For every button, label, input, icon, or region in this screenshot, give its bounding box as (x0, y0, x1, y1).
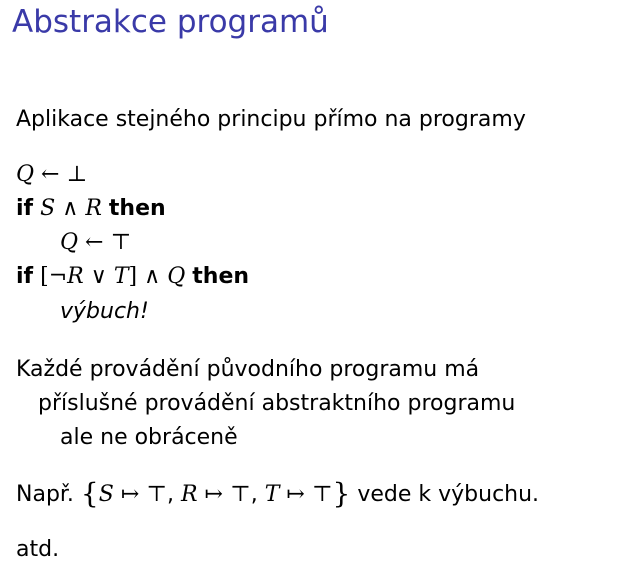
paragraph-line-2: příslušné provádění abstraktního programu (38, 391, 516, 416)
assign-arrow: ← (85, 230, 104, 255)
slide-title: Abstrakce programů (12, 4, 329, 40)
mapsto-symbol: ↦ (286, 482, 305, 507)
and-symbol: ∧ (144, 264, 161, 289)
var-r: R (180, 482, 198, 507)
var-s: S (40, 196, 56, 221)
comma: , (166, 482, 174, 507)
var-q: Q (60, 230, 79, 255)
var-s: S (98, 482, 114, 507)
example-prefix: Např. (16, 482, 74, 507)
top-symbol: ⊤ (146, 482, 167, 507)
top-symbol: ⊤ (229, 482, 251, 507)
keyword-then: then (108, 196, 166, 221)
etc-text: atd. (16, 537, 60, 562)
paragraph-line-3: ale ne obráceně (60, 425, 238, 450)
keyword-then: then (192, 264, 250, 289)
code-line-5: výbuch! (60, 299, 149, 324)
or-symbol: ∨ (90, 264, 107, 289)
code-line-2 (16, 194, 166, 224)
var-t: T (264, 482, 280, 507)
bracket-close: ] (128, 264, 138, 289)
assign-arrow: ← (41, 162, 60, 187)
comma: , (250, 482, 258, 507)
example-line (16, 477, 540, 510)
var-r: R (67, 264, 84, 289)
keyword-if: if (16, 264, 34, 289)
code-line-1 (16, 160, 87, 190)
bracket-not: [¬ (40, 264, 68, 289)
top-symbol: ⊤ (110, 230, 132, 255)
open-brace: { (80, 477, 99, 510)
keyword-if: if (16, 196, 34, 221)
mapsto-symbol: ↦ (120, 482, 140, 507)
code-line-4 (16, 262, 249, 292)
and-symbol: ∧ (62, 196, 79, 221)
var-q: Q (167, 264, 186, 289)
top-symbol: ⊤ (311, 482, 333, 507)
code-line-3 (60, 228, 131, 258)
close-brace: } (332, 477, 351, 510)
bottom-symbol: ⊥ (66, 162, 88, 187)
paragraph-line-1: Každé provádění původního programu má (16, 357, 480, 382)
example-suffix: vede k výbuchu. (357, 482, 540, 507)
var-t: T (113, 264, 129, 289)
mapsto-symbol: ↦ (204, 482, 223, 507)
var-q: Q (16, 162, 35, 187)
var-r: R (85, 196, 102, 221)
intro-text: Aplikace stejného principu přímo na programy (16, 107, 526, 132)
